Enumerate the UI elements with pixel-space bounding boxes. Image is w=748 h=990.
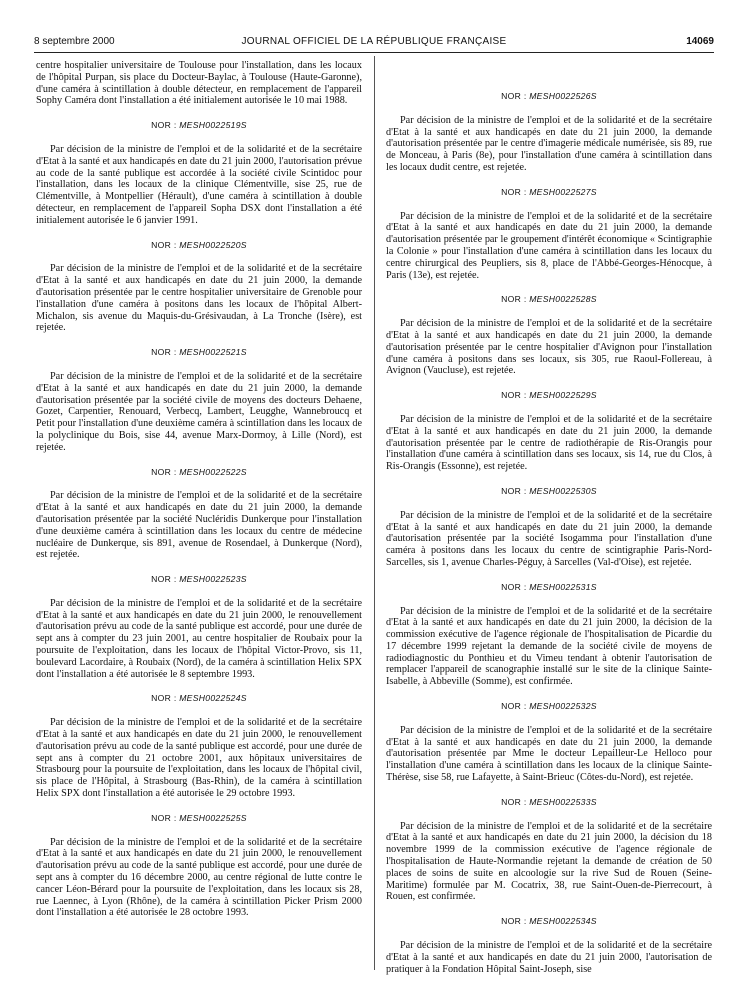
nor-reference <box>386 91 712 103</box>
nor-code: MESH0022523S <box>179 574 247 585</box>
nor-reference <box>36 240 362 252</box>
decision-text: Par décision de la ministre de l'emploi et de la solidarité et de la secrétaire d'Etat à la santé et aux handicapés en date du 21 juin 2000, la demande d'autorisation présentée par le groupement d'intérêt économique « Scintigraphie la Colonie » pour l'installation d'une caméra à scintillation dans les locaux du centre chirurgical des Peupliers, sis 8, place de l'Abbé-Georges-Hénocque, à Paris (13e), est rejetée. <box>386 210 712 281</box>
nor-reference <box>386 916 712 928</box>
decision-entry <box>386 294 712 377</box>
decision-text: Par décision de la ministre de l'emploi et de la solidarité et de la secrétaire d'Etat à la santé et aux handicapés en date du 21 juin 2000, la demande d'autorisation présentée par Mme le docteur Lepailleur-Le Helloco pour l'installation d'une caméra à scintillation dans les locaux de la clinique Sainte-Thérèse, sise 58, rue Lafayette, à Saint-Brieuc (Côtes-du-Nord), est rejetée. <box>386 724 712 784</box>
decision-entry <box>386 582 712 688</box>
decision-text: Par décision de la ministre de l'emploi et de la solidarité et de la secrétaire d'Etat à la santé et aux handicapés en date du 21 juin 2000, le renouvellement d'autorisation prévu au code de la santé publique est accordé, pour une durée de sept ans à compter du 23 juin 2001, au centre hospitalier de Roubaix pour la poursuite de l'exploitation, dans les locaux de l'hôpital Victor-Provo, sis 11, boulevard Lacordaire, à Roubaix (Nord), de la caméra à scintillation Helix SPX dont l'installation a été autorisée le 8 septembre 1993. <box>36 597 362 680</box>
left-column <box>36 60 362 919</box>
header-date: 8 septembre 2000 <box>34 36 115 47</box>
nor-code: MESH0022530S <box>529 485 597 496</box>
decision-entry <box>36 120 362 226</box>
decision-text: Par décision de la ministre de l'emploi et de la solidarité et de la secrétaire d'Etat à la santé et aux handicapés en date du 21 juin 2000, le renouvellement d'autorisation prévu au code de la santé publique est accordé, pour une durée de sept ans à compter du 16 décembre 2000, au centre régional de lutte contre le cancer Léon-Bérard pour la poursuite de l'exploitation, dans les locaux sis 28, rue Laennec, à Lyon (Rhône), de la caméra à scintillation Picker Prism 2000 dont l'installation a été autorisée le 28 octobre 1993. <box>36 836 362 919</box>
page-header <box>34 36 714 50</box>
nor-label: NOR : <box>501 916 527 927</box>
nor-label: NOR : <box>151 239 177 250</box>
nor-code: MESH0022522S <box>179 466 247 477</box>
decision-text: Par décision de la ministre de l'emploi et de la solidarité et de la secrétaire d'Etat à la santé et aux handicapés en date du 21 juin 2000, l'autorisation prévue au code de la santé publique est accordée à la société civile Scintidoc pour l'installation, dans les locaux de la clinique Clémentville, sise 25, rue de Clémentville, à Montpellier (Hérault), d'une caméra à scintillation à double détecteur, en remplacement de l'appareil Sopha DSX dont l'installation a été initialement autorisée le 6 janvier 1991. <box>36 143 362 226</box>
decision-text: Par décision de la ministre de l'emploi et de la solidarité et de la secrétaire d'Etat à la santé et aux handicapés en date du 21 juin 2000, la demande d'autorisation présentée par le centre hospitalier universitaire de Grenoble pour l'installation d'une caméra à positons dans les locaux de l'hôpital Albert-Michalon, sis avenue du Maquis-du-Grésivaudan, à La Tronche (Isère), est rejetée. <box>36 263 362 334</box>
decision-text: Par décision de la ministre de l'emploi et de la solidarité et de la secrétaire d'Etat à la santé et aux handicapés en date du 21 juin 2000, l'autorisation de pratiquer à la Fondation Hôpital Saint-Joseph, sise <box>386 940 712 975</box>
nor-reference <box>386 390 712 402</box>
nor-code: MESH0022521S <box>179 347 247 358</box>
nor-reference <box>386 187 712 199</box>
decision-text: Par décision de la ministre de l'emploi et de la solidarité et de la secrétaire d'Etat à la santé et aux handicapés en date du 21 juin 2000, la décision de la commission exécutive de l'agence régionale de l'hospitalisation de Picardie du 17 décembre 1999 rejetant la demande de la société civile de moyens de radiodiagnostic du Ponthieu et du Vimeu tendant à obtenir l'autorisation de remplacer l'appareil de scanographie installé sur le site de la clinique Sainte-Isabelle, à Abbeville (Somme), est confirmée. <box>386 605 712 688</box>
nor-label: NOR : <box>501 186 527 197</box>
nor-reference <box>386 797 712 809</box>
decision-entry <box>386 916 712 975</box>
nor-label: NOR : <box>151 693 177 704</box>
nor-reference <box>36 467 362 479</box>
decision-entry <box>36 347 362 453</box>
decision-entry <box>36 467 362 562</box>
decision-entry <box>386 390 712 473</box>
header-rule <box>34 52 714 53</box>
nor-reference <box>36 813 362 825</box>
decision-text: Par décision de la ministre de l'emploi et de la solidarité et de la secrétaire d'Etat à la santé et aux handicapés en date du 21 juin 2000, le renouvellement d'autorisation prévu au code de la santé publique est accordé, pour une durée de sept ans à compter du 21 octobre 2001, aux hôpitaux universitaires de Strasbourg pour la poursuite de l'exploitation, dans les locaux de l'hôpital civil, sis place de l'Hôpital, à Strasbourg (Bas-Rhin), de la caméra à scintillation Helix SPX dont l'installation a été autorisée le 29 octobre 1993. <box>36 717 362 800</box>
nor-label: NOR : <box>151 466 177 477</box>
nor-reference <box>36 693 362 705</box>
nor-label: NOR : <box>151 574 177 585</box>
page-number: 14069 <box>686 36 714 47</box>
decision-text: Par décision de la ministre de l'emploi et de la solidarité et de la secrétaire d'Etat à la santé et aux handicapés en date du 21 juin 2000, la demande d'autorisation présentée par la société civile de moyens des docteurs Dehaene, Gozet, Carpentier, Renouard, Verbecq, Lambert, Leugghe, Wannebroucq et Petit pour l'installation d'une deuxième caméra à scintillation dans les locaux de la polyclinique du Bois, sise 44, avenue Marx-Dormoy, à Lille (Nord), est rejetée. <box>36 370 362 453</box>
nor-code: MESH0022531S <box>529 581 597 592</box>
nor-code: MESH0022525S <box>179 812 247 823</box>
nor-reference <box>386 582 712 594</box>
nor-reference <box>386 701 712 713</box>
nor-label: NOR : <box>501 390 527 401</box>
nor-code: MESH0022524S <box>179 693 247 704</box>
nor-code: MESH0022532S <box>529 701 597 712</box>
decision-entry <box>386 701 712 784</box>
decision-text: Par décision de la ministre de l'emploi et de la solidarité et de la secrétaire d'Etat à la santé et aux handicapés en date du 21 juin 2000, la décision du 18 novembre 1999 de la commission exécutive de l'agence régionale de l'hospitalisation de Haute-Normandie rejetant la demande de création de 50 places de soins de suite en alcoologie sur la rive Sud de Rouen (Seine-Maritime) formulée par M. Cocatrix, 38, rue Saint-Ouen-de-Pierrecourt, à Rouen, est confirmée. <box>386 820 712 903</box>
nor-label: NOR : <box>151 812 177 823</box>
decision-text: Par décision de la ministre de l'emploi et de la solidarité et de la secrétaire d'Etat à la santé et aux handicapés en date du 21 juin 2000, la demande d'autorisation présentée par la société Isogamma pour l'installation d'une caméra à positons dans les locaux du centre de scintigraphie Paris-Nord-Sarcelles, sis 1, avenue Charles-Péguy, à Sarcelles (Val-d'Oise), est rejetée. <box>386 509 712 568</box>
nor-code: MESH0022519S <box>179 120 247 131</box>
decision-entry <box>386 486 712 569</box>
nor-reference <box>36 347 362 359</box>
nor-code: MESH0022533S <box>529 796 597 807</box>
nor-label: NOR : <box>501 796 527 807</box>
nor-code: MESH0022520S <box>179 239 247 250</box>
nor-code: MESH0022527S <box>529 186 597 197</box>
decision-text: Par décision de la ministre de l'emploi et de la solidarité et de la secrétaire d'Etat à la santé et aux handicapés en date du 21 juin 2000, la demande d'autorisation présentée par le centre hospitalier d'Avignon pour l'installation d'une caméra à positons dans ses locaux, sis 305, rue Raoul-Follereau, à Avignon (Vaucluse), est rejetée. <box>386 318 712 377</box>
nor-reference <box>386 486 712 498</box>
decision-text: Par décision de la ministre de l'emploi et de la solidarité et de la secrétaire d'Etat à la santé et aux handicapés en date du 21 juin 2000, la demande d'autorisation présentée par le centre d'imagerie médicale numérisée, sis 89, rue de Monceau, à Paris (8e), pour l'installation d'une caméra à scintillation dans les locaux dudit centre, est rejetée. <box>386 114 712 173</box>
nor-reference <box>36 574 362 586</box>
nor-reference <box>36 120 362 132</box>
right-column <box>386 78 712 975</box>
decision-entry <box>36 813 362 919</box>
decision-entry <box>36 574 362 680</box>
nor-label: NOR : <box>501 91 527 101</box>
decision-entry <box>36 240 362 335</box>
decision-entry <box>386 91 712 174</box>
decision-text: Par décision de la ministre de l'emploi et de la solidarité et de la secrétaire d'Etat à la santé et aux handicapés en date du 21 juin 2000, la demande d'autorisation présentée par la société Nucléridis Dunkerque pour l'installation d'une deuxième caméra à scintillation dans les locaux du centre de médecine nucléaire de Dunkerque, sis 891, avenue de Rosendael, à Dunkerque (Nord), est rejetée. <box>36 490 362 561</box>
nor-code: MESH0022529S <box>529 390 597 401</box>
decision-entry <box>36 693 362 799</box>
nor-label: NOR : <box>501 485 527 496</box>
nor-label: NOR : <box>151 120 177 131</box>
nor-code: MESH0022534S <box>529 916 597 927</box>
nor-label: NOR : <box>501 294 527 305</box>
decision-text: centre hospitalier universitaire de Toulouse pour l'installation, dans les locaux de l'hôpital Purpan, sis place du Docteur-Baylac, à Toulouse (Haute-Garonne), d'une caméra à scintillation à double détecteur, en remplacement de l'appareil Sophy Caméra dont l'installation a été initialement autorisée le 10 mai 1988. <box>36 60 362 107</box>
nor-label: NOR : <box>501 581 527 592</box>
journal-title: JOURNAL OFFICIEL DE LA RÉPUBLIQUE FRANÇAISE <box>241 36 507 47</box>
nor-label: NOR : <box>501 701 527 712</box>
decision-entry <box>386 797 712 903</box>
decision-text: Par décision de la ministre de l'emploi et de la solidarité et de la secrétaire d'Etat à la santé et aux handicapés en date du 21 juin 2000, la demande d'autorisation présentée par le centre de radiothérapie de Ris-Orangis pour l'installation d'une caméra à scintillation dans ses locaux, sis 14, rue du Clos, à Ris-Orangis (Essonne), est rejetée. <box>386 413 712 473</box>
nor-code: MESH0022526S <box>529 91 597 101</box>
nor-reference <box>386 294 712 306</box>
nor-label: NOR : <box>151 347 177 358</box>
nor-code: MESH0022528S <box>529 294 597 305</box>
decision-entry <box>386 187 712 282</box>
decision-entry <box>36 60 362 107</box>
column-divider <box>374 56 375 970</box>
